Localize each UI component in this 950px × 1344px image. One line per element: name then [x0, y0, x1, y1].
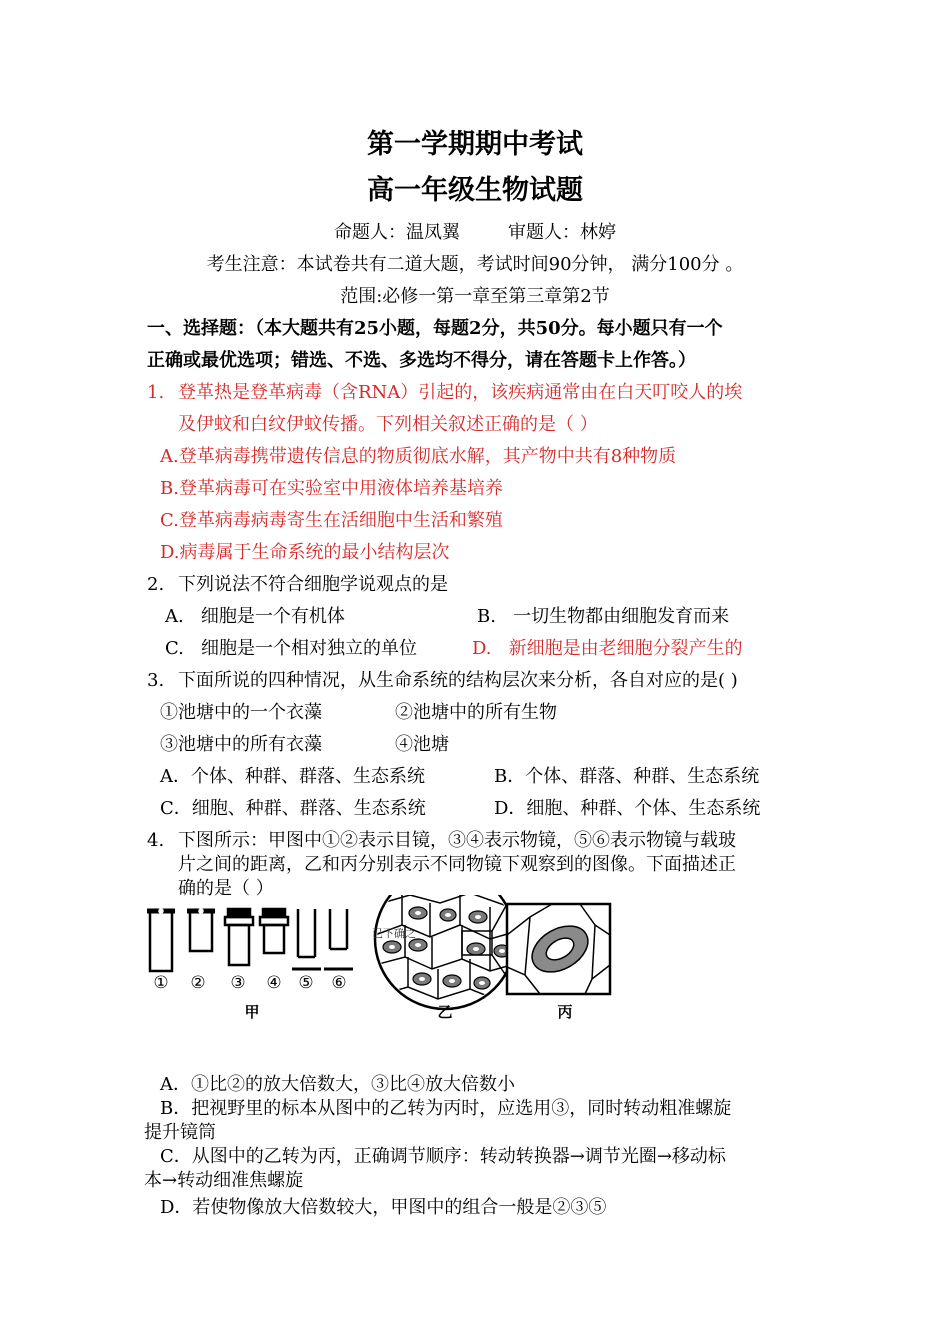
figure-number-5: ⑤ [298, 973, 314, 993]
figure-number-6: ⑥ [331, 973, 347, 993]
q2-option-b: B. 一切生物都由细胞发育而来 [477, 606, 730, 627]
q3-option-b: B．个体、群落、种群、生态系统 [494, 766, 760, 787]
q4-option-c-line1: C．从图中的乙转为丙，正确调节顺序：转动转换器→调节光圈→移动标 [160, 1146, 726, 1167]
figure-watermark: 已下确之 [372, 927, 416, 940]
figure-number-3: ③ [230, 973, 246, 993]
q4-stem-line1: 下图所示：甲图中①②表示目镜，③④表示物镜，⑤⑥表示物镜与载玻 [178, 830, 736, 851]
view-bing-icon [507, 904, 610, 994]
microscope-figure [140, 895, 630, 1030]
q4-option-b-line1: B．把视野里的标本从图中的乙转为丙时，应选用③，同时转动粗准螺旋 [160, 1098, 732, 1119]
q2-number: 2. [147, 574, 165, 595]
q4-option-b-line2: 提升镜筒 [144, 1122, 216, 1143]
distance-6-icon [324, 909, 353, 969]
q4-option-c-line2: 本→转动细准焦螺旋 [144, 1170, 304, 1191]
distance-5-icon [292, 909, 321, 969]
section-heading-line1: 一、选择题：（本大题共有25小题，每题2分，共50分。每小题只有一个 [147, 318, 723, 339]
eyepiece-2-icon [187, 910, 215, 952]
q4-number: 4. [147, 830, 165, 851]
q1-option-b: B.登革病毒可在实验室中用液体培养基培养 [160, 478, 503, 499]
exam-title: 第一学期期中考试 [367, 129, 583, 160]
eyepiece-1-icon [147, 910, 175, 972]
reviewer-label: 审题人：林婷 [508, 222, 616, 243]
q1-number: 1. [147, 382, 165, 403]
figure-label-yi: 乙 [437, 1003, 453, 1021]
figure-number-4: ④ [266, 973, 282, 993]
q1-option-d: D.病毒属于生命系统的最小结构层次 [160, 542, 450, 563]
figure-label-bing: 丙 [557, 1003, 573, 1021]
exam-scope: 范围:必修一第一章至第三章第2节 [340, 286, 610, 307]
q1-option-c: C.登革病毒病毒寄生在活细胞中生活和繁殖 [160, 510, 503, 531]
q1-stem-line1: 登革热是登革病毒（含RNA）引起的，该疾病通常由在白天叮咬人的埃 [178, 382, 743, 403]
q3-option-d: D．细胞、种群、个体、生态系统 [494, 798, 761, 819]
q1-option-a: A.登革病毒携带遗传信息的物质彻底水解，其产物中共有8种物质 [160, 446, 677, 467]
q2-option-c: C. 细胞是一个相对独立的单位 [165, 638, 418, 659]
q3-item-1: ①池塘中的一个衣藻 [160, 702, 322, 723]
q3-option-c: C．细胞、种群、群落、生态系统 [160, 798, 426, 819]
section-heading-line2: 正确或最优选项；错选、不选、多选均不得分，请在答题卡上作答。） [147, 350, 696, 371]
q3-item-2: ②池塘中的所有生物 [395, 702, 557, 723]
q2-option-d: D. 新细胞是由老细胞分裂产生的 [472, 638, 743, 659]
author-line [0, 221, 950, 245]
exam-subtitle: 高一年级生物试题 [367, 175, 583, 206]
q1-stem-line2: 及伊蚊和白纹伊蚊传播。下列相关叙述正确的是（ ） [178, 414, 598, 435]
q2-stem: 下列说法不符合细胞学说观点的是 [178, 574, 448, 595]
q3-number: 3. [147, 670, 165, 691]
q2-option-a: A. 细胞是一个有机体 [165, 606, 345, 627]
q3-stem: 下面所说的四种情况，从生命系统的结构层次来分析，各自对应的是( ) [178, 670, 738, 691]
exam-notice: 考生注意：本试卷共有二道大题，考试时间90分钟， 满分100分 。 [206, 254, 744, 275]
q3-item-4: ④池塘 [395, 734, 449, 755]
q4-option-a: A．①比②的放大倍数大，③比④放大倍数小 [160, 1074, 515, 1095]
figure-number-2: ② [190, 973, 206, 993]
q3-option-a: A．个体、种群、群落、生态系统 [160, 766, 425, 787]
figure-label-jia: 甲 [244, 1003, 260, 1021]
q4-stem-line2: 片之间的距离，乙和丙分别表示不同物镜下观察到的图像。下面描述正 [178, 854, 736, 875]
figure-number-1: ① [153, 973, 169, 993]
q4-option-d: D．若使物像放大倍数较大，甲图中的组合一般是②③⑤ [160, 1197, 607, 1218]
q3-item-3: ③池塘中的所有衣藻 [160, 734, 322, 755]
objective-4-icon [260, 909, 288, 953]
q4-stem-line3: 确的是（ ） [178, 878, 274, 899]
author-label: 命题人：温凤翼 [334, 222, 460, 243]
objective-3-icon [225, 909, 253, 965]
view-yi-icon [375, 895, 518, 1009]
